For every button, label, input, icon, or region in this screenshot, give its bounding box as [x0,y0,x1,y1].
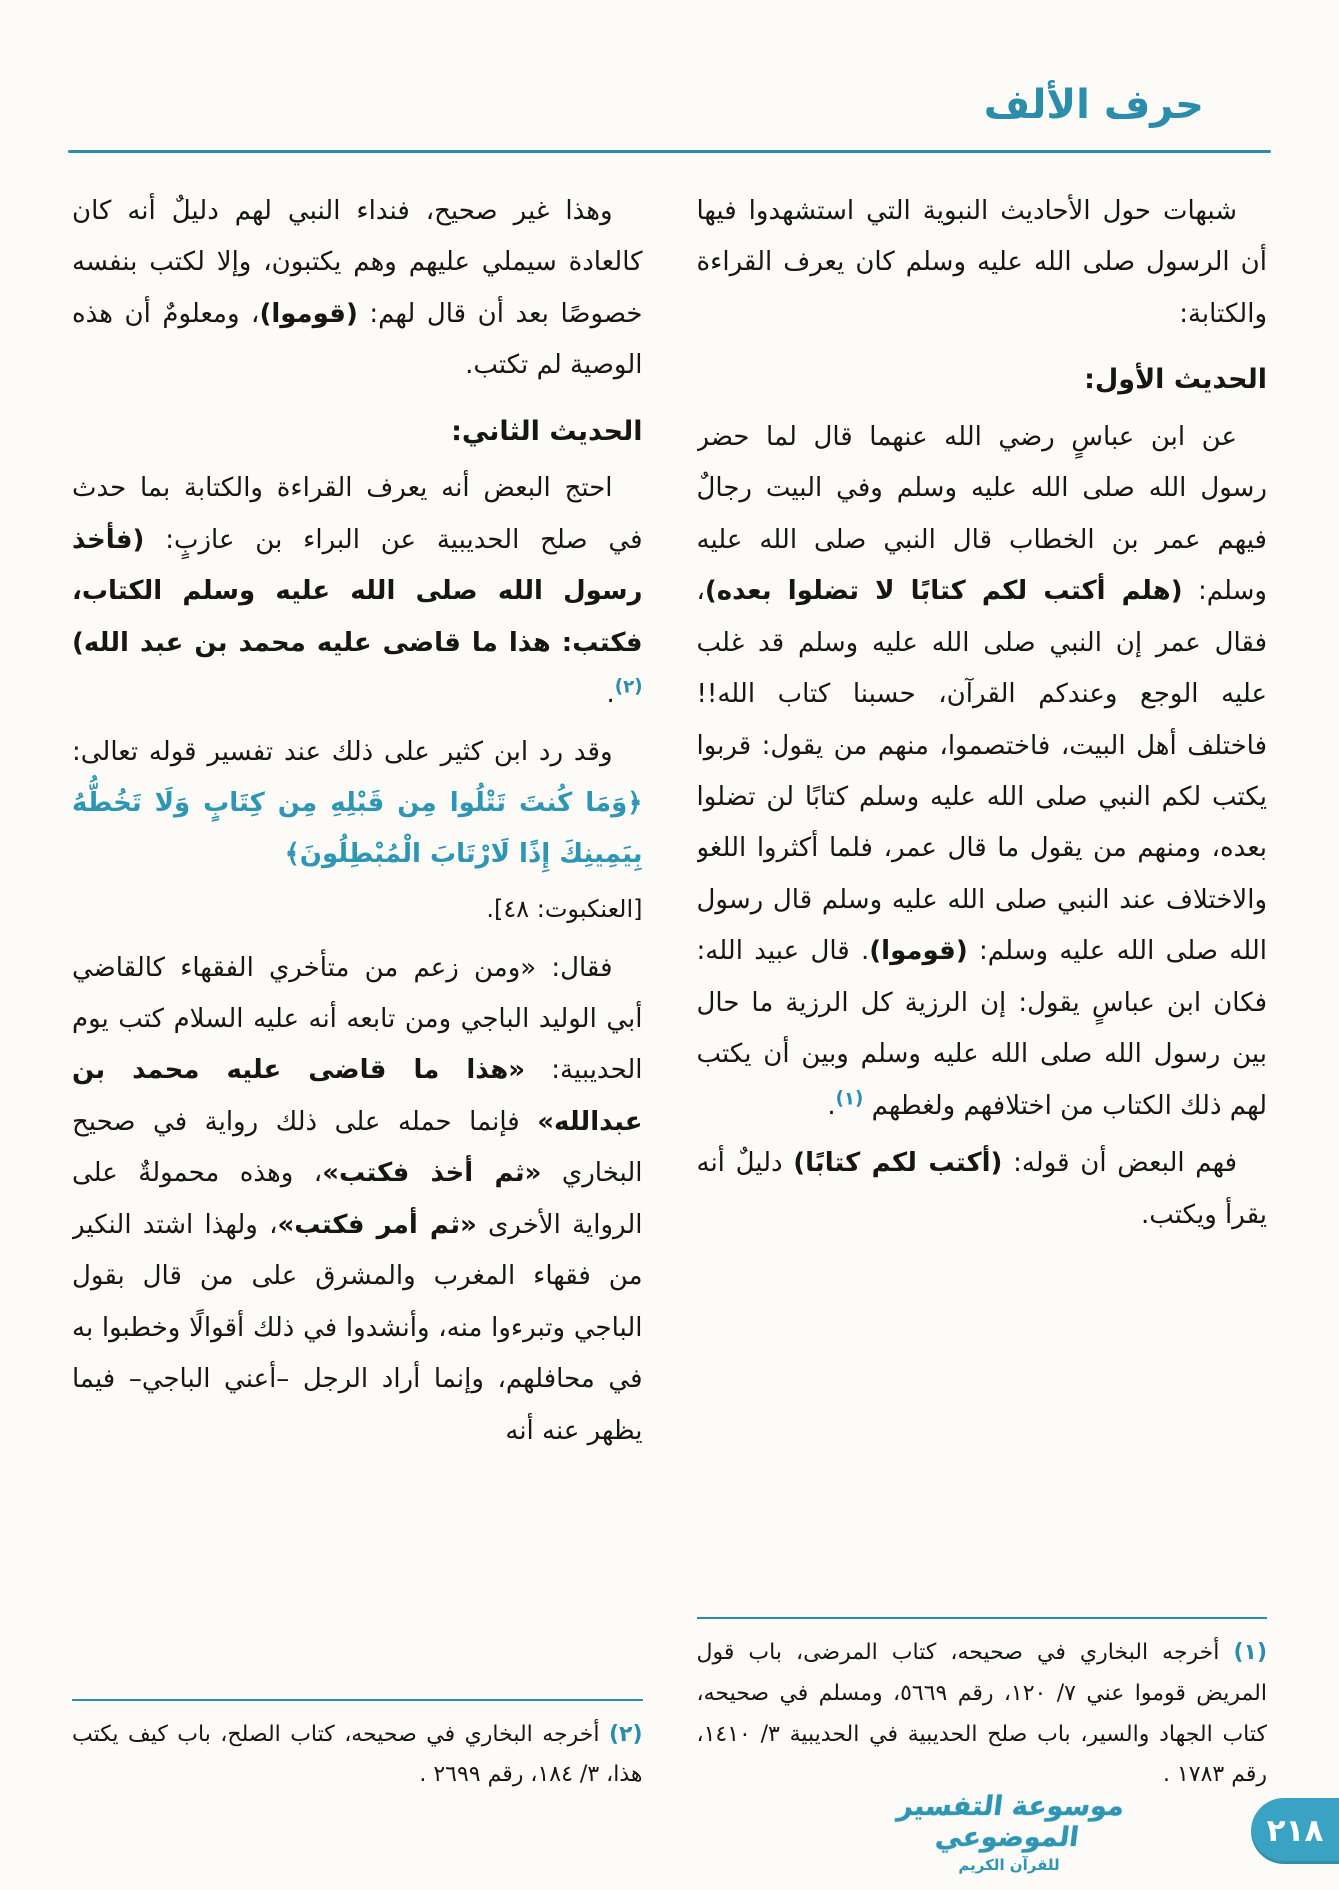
text-run: فقال: «ومن زعم من متأخري الفقهاء كالقاضي أبي الوليد الباجي ومن تابعه أنه عليه السلام كتب يوم الحديبية: [72,952,643,1086]
footnote-1 [697,1633,1268,1796]
intro-paragraph: شبهات حول الأحاديث النبوية التي استشهدوا فيها أن الرسول صلى الله عليه وسلم كان يعرف القراءة والكتابة: [696,196,1267,329]
text-run: ، ومعلومٌ أن هذه الوصية لم تكتب. [72,298,643,381]
ibn-kathir-quote-paragraph [72,943,643,1458]
text-columns [72,186,1267,1796]
footnote-2 [72,1715,643,1796]
footnote-text: أخرجه البخاري في صحيحه، كتاب الصلح، باب كيف يكتب هذا، ٣/ ١٨٤، رقم ٢٦٩٩ . [72,1721,643,1788]
text-run: . قال عبيد الله: فكان ابن عباسٍ يقول: إن الرزية كل الرزية ما حال بين رسول الله صلى الله عليه وسلم وبين أن يكتب لهم ذلك الكتاب من اختلافهم ولغطهم [696,936,1267,1121]
hadith-quote: (قوموا) [259,298,358,329]
ibn-kathir-paragraph [72,727,643,881]
inner-quote: «هذا ما قاضى عليه محمد بن عبدالله» [72,1055,643,1137]
logo-subtitle: للقرآن الكريم [958,1856,1060,1874]
heading-hadith-1: الحديث الأول: [1084,364,1267,396]
conclusion-paragraph [697,1138,1268,1241]
text-run: وقد رد ابن كثير على ذلك عند تفسير قوله تعالى: [72,736,613,767]
page-number-badge [1251,1798,1339,1864]
hadith-quote: (قوموا) [869,936,968,967]
publisher-logo [884,1791,1134,1874]
hadith-quote: (أكتب لكم كتابًا) [793,1148,1003,1179]
footnote-marker-2: (٢) [614,676,643,698]
text-run: ، وهذه محمولةٌ على الرواية الأخرى [72,1158,643,1240]
text-run: ، فقال عمر إن النبي صلى الله عليه وسلم قد غلب عليه الوجع وعندكم القرآن، حسبنا كتاب الله!! فاختلف أهل البيت، فاختصموا، منهم من يقول: قربوا يكتب لكم النبي صلى الله عليه وسلم كتابًا لن تضلوا بعده، ومنهم من يقول ما قال عمر، فلما أكثروا اللغو والاختلاف عند النبي صلى الله عليه وسلم قال رسول الله صلى الله عليه وسلم: [696,576,1267,967]
hadith-bara-paragraph [72,463,643,720]
hadith-quote: (هلم أكتب لكم كتابًا لا تضلوا بعده) [704,576,1183,607]
hadith-ibn-abbas-paragraph [697,412,1268,1133]
verse-reference: [العنكبوت: ٤٨]. [486,894,643,923]
inner-quote: «ثم أخذ فكتب» [322,1158,542,1189]
header-rule [68,150,1271,153]
logo-title: موسوعة التفسير الموضوعي [895,1791,1127,1853]
footnotes-right [697,1609,1268,1796]
footnote-number: (١) [1233,1640,1267,1666]
inner-quote: «ثم أمر فكتب» [277,1209,477,1240]
text-run: . [606,679,615,710]
page-number: ٢١٨ [1266,1813,1324,1849]
hadith-quote: (فأخذ رسول الله صلى الله عليه وسلم الكتاب، فكتب: هذا ما قاضى عليه محمد بن عبد الله) [72,524,643,658]
text-run: وهذا غير صحيح، فنداء النبي لهم دليلٌ أنه كان كالعادة سيملي عليهم وهم يكتبون، وإلا لكتب بنفسه خصوصًا بعد أن قال لهم: [72,196,643,329]
text-run: . [827,1090,836,1121]
text-run: فهم البعض أن قوله: [1002,1148,1237,1179]
footnote-text: أخرجه البخاري في صحيحه، كتاب المرضى، باب قول المريض قوموا عني ٧/ ١٢٠، رقم ٥٦٦٩، ومسلم في صحيحه، كتاب الجهاد والسير، باب صلح الحديبية في الحديبية ٣/ ١٤١٠، رقم ١٧٨٣ . [696,1640,1267,1788]
footnote-divider [72,1699,643,1701]
rebuttal-paragraph [72,186,643,392]
heading-hadith-2: الحديث الثاني: [451,415,643,447]
footnote-number: (٢) [608,1721,643,1747]
text-run: ، ولهذا اشتد النكير من فقهاء المغرب والمشرق على من قال بقول الباجي وتبرءوا منه، وأنشدوا في ذلك أقوالًا وخطبوا به في محافلهم، وإنما أراد الرجل –أعني الباجي– فيما يظهر عنه أنه [72,1209,643,1446]
column-left [72,186,643,1796]
text-run: فإنما حمله على ذلك رواية في صحيح البخاري [72,1106,643,1189]
section-title: حرف الألف [983,82,1204,128]
footnote-divider [697,1617,1268,1619]
footnotes-left [72,1691,643,1796]
text-run: دليلٌ أنه يقرأ ويكتب. [696,1148,1267,1230]
column-right [697,186,1268,1796]
text-run: احتج البعض أنه يعرف القراءة والكتابة بما حدث في صلح الحديبية عن البراء بن عازبٍ: [72,473,643,555]
quran-verse: ﴿وَمَا كُنتَ تَتْلُوا مِن قَبْلِهِ مِن كِتَابٍ وَلَا تَخُطُّهُ بِيَمِينِكَ إِذًا لَارْتَابَ الْمُبْطِلُونَ﴾ [72,787,643,870]
text-run: عن ابن عباسٍ رضي الله عنهما قال لما حضر رسول الله صلى الله عليه وسلم وفي البيت رجالٌ فيهم عمر بن الخطاب قال النبي صلى الله عليه وسلم: [696,421,1267,607]
footnote-marker-1: (١) [835,1088,864,1110]
